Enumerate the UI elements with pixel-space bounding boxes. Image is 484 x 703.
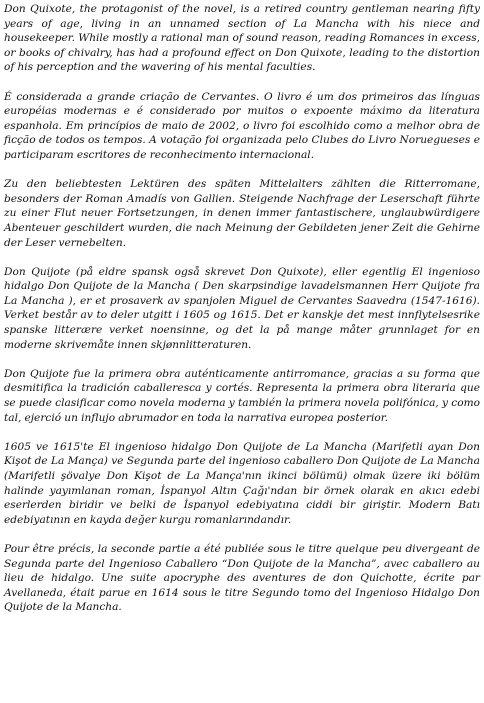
paragraph-german: Zu den beliebtesten Lektüren des späten Mittelalters zählten die Ritterromane, besonders der Roman Amadís von Gallien. Steigende Nachfrage der Leserschaft führte zu einer Flut neuer Fortsetzungen, in denen immer fantastischere, unglaubwürdigere Abenteuer geschildert wurden, die nach Meinung der Gebildeten jener Zeit die Gehirne der Leser vernebelten.	[4, 178, 480, 249]
paragraph-turkish: 1605 ve 1615'te El ingenioso hidalgo Don Quijote de La Mancha (Marifetli ayan Don Kişot de La Mança) ve Segunda parte del ingenioso caballero Don Quijote de La Mancha (Marifetli şövalye Don Kişot de La Mança'nın ikinci bölümü) olmak üzere iki bölüm halinde yayımlanan roman, İspanyol Altın Çağı'ndan bir örnek olarak en akıcı edebi eserlerden biridir ve belki de İspanyol edebiyatına ciddi bir giriştir. Modern Batı edebiyatının en kayda değer kurgu romanlarındandır.	[4, 440, 480, 526]
document-page	[4, 2, 480, 615]
paragraph-english: Don Quixote, the protagonist of the novel, is a retired country gentleman nearing fifty years of age, living in an unnamed section of La Mancha with his niece and housekeeper. While mostly a rational man of sound reason, reading Romances in excess, or books of chivalry, has had a profound effect on Don Quixote, leading to the distortion of his perception and the wavering of his mental faculties.	[4, 3, 480, 74]
paragraph-french: Pour être précis, la seconde partie a été publiée sous le titre quelque peu divergeant de Segunda parte del Ingenioso Caballero “Don Quijote de la Mancha”, avec caballero au lieu de hidalgo. Une suite apocryphe des aventures de don Quichotte, écrite par Avellaneda, était parue en 1614 sous le titre Segundo tomo del Ingenioso Hidalgo Don Quijote de la Mancha.	[4, 542, 480, 614]
paragraph-spanish: Don Quijote fue la primera obra auténticamente antirromance, gracias a su forma que desmitifica la tradición caballeresca y cortés. Representa la primera obra literaria que se puede clasificar como novela moderna y también la primera novela polifónica, y como tal, ejerció un influjo abrumador en toda la narrativa europea posterior.	[4, 367, 480, 424]
paragraph-portuguese: É considerada a grande criação de Cervantes. O livro é um dos primeiros das línguas européias modernas e é considerado por muitos o expoente máximo da literatura espanhola. Em princípios de maio de 2002, o livro foi escolhido como a melhor obra de ficção de todos os tempos. A votação foi organizada pelo Clubes do Livro Noruegueses e participaram escritores de reconhecimento internacional.	[4, 90, 480, 161]
paragraph-norwegian: Don Quijote (på eldre spansk også skrevet Don Quixote), eller egentlig El ingenioso hidalgo Don Quijote de la Mancha ( Den skarpsindige lavadelsmannen Herr Quijote fra La Mancha ), er et prosaverk av spanjolen Miguel de Cervantes Saavedra (1547-1616). Verket består av to deler utgitt i 1605 og 1615. Det er kanskje det mest innflytelsesrike spanske litterære verket noensinne, og det la på mange måter grunnlaget for en moderne skrivemåte innen skjønnlitteraturen.	[4, 265, 480, 351]
